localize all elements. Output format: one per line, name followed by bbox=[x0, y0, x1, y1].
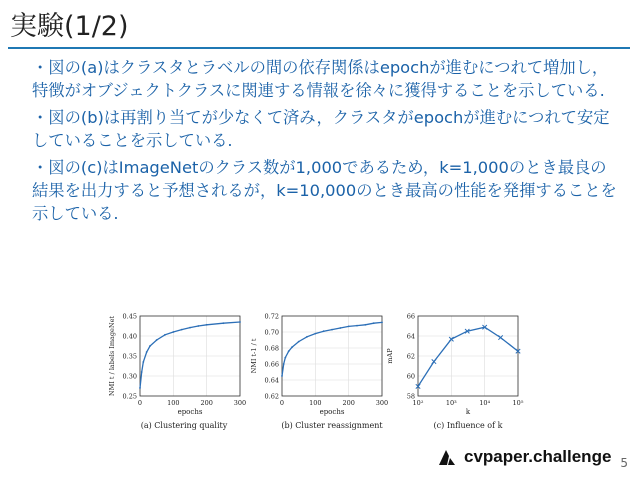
x-tick-label: 300 bbox=[375, 399, 389, 407]
y-axis-label: NMI t-1 / t bbox=[250, 338, 258, 374]
data-point bbox=[164, 334, 166, 336]
x-tick-label: 10² bbox=[412, 399, 424, 407]
x-tick-label: 200 bbox=[200, 399, 213, 407]
bullet-item: ・図の(c)はImageNetのクラス数が1,000であるため，k=1,000のとき最良の結果を出力すると予想されるが，k=10,000のとき最高の性能を発揮することを示している. bbox=[32, 158, 617, 223]
y-tick-label: 0.66 bbox=[264, 360, 279, 369]
data-point bbox=[339, 327, 341, 329]
chart-caption: (b) Cluster reassignment bbox=[281, 421, 383, 430]
y-tick-label: 64 bbox=[406, 332, 415, 341]
data-point bbox=[222, 322, 224, 324]
brand-name: cvpaper.challenge bbox=[464, 447, 612, 466]
data-point bbox=[142, 361, 144, 363]
data-point bbox=[139, 387, 141, 389]
data-point bbox=[141, 371, 143, 373]
data-point bbox=[314, 333, 316, 335]
data-point bbox=[146, 351, 148, 353]
data-point bbox=[323, 330, 325, 332]
data-point bbox=[373, 322, 375, 324]
x-tick-label: 100 bbox=[167, 399, 180, 407]
data-point bbox=[432, 359, 436, 363]
data-point bbox=[239, 321, 241, 323]
x-axis-label: epochs bbox=[319, 408, 345, 416]
y-tick-label: 0.25 bbox=[122, 392, 137, 401]
chart-caption: (c) Influence of k bbox=[433, 421, 503, 430]
data-point bbox=[189, 327, 191, 329]
chart-panel bbox=[108, 313, 246, 431]
data-point bbox=[156, 339, 158, 341]
y-tick-label: 0.70 bbox=[264, 328, 279, 337]
y-tick-label: 66 bbox=[406, 312, 415, 321]
x-tick-label: 0 bbox=[137, 399, 143, 407]
x-tick-label: 100 bbox=[309, 399, 322, 407]
bullet-item: ・図の(b)は再割り当てが少なくて済み，クラスタがepochが進むにつれて安定していることを示している. bbox=[32, 108, 610, 150]
charts-svg bbox=[100, 308, 540, 438]
data-point bbox=[364, 324, 366, 326]
title-underline bbox=[8, 47, 630, 49]
x-tick-label: 0 bbox=[279, 399, 285, 407]
chart-panel bbox=[386, 313, 524, 431]
page-number: 5 bbox=[620, 456, 628, 470]
data-point bbox=[306, 336, 308, 338]
logo-icon bbox=[436, 446, 458, 468]
x-axis-label: k bbox=[465, 408, 471, 416]
y-tick-label: 0.30 bbox=[122, 372, 137, 381]
y-tick-label: 0.62 bbox=[264, 392, 279, 401]
y-tick-label: 60 bbox=[406, 372, 415, 381]
x-tick-label: 200 bbox=[342, 399, 355, 407]
x-tick-label: 10⁴ bbox=[479, 399, 491, 407]
data-point bbox=[298, 341, 300, 343]
data-point bbox=[356, 325, 358, 327]
bullet-item: ・図の(a)はクラスタとラベルの間の依存関係はepochが進むにつれて増加し，特徴がオブジェクトクラスに関連する情報を徐々に獲得することを示している. bbox=[32, 58, 609, 100]
brand-logo bbox=[436, 446, 611, 468]
data-point bbox=[283, 363, 285, 365]
data-point bbox=[284, 357, 286, 359]
chart-caption: (a) Clustering quality bbox=[140, 421, 228, 430]
chart-panel bbox=[250, 313, 388, 431]
slide-title: 実験(1/2) bbox=[10, 11, 129, 42]
data-point bbox=[348, 326, 350, 328]
x-axis-label: epochs bbox=[177, 408, 203, 416]
y-tick-label: 0.35 bbox=[122, 352, 137, 361]
data-point bbox=[288, 350, 290, 352]
data-point bbox=[149, 345, 151, 347]
data-point bbox=[291, 346, 293, 348]
data-point bbox=[331, 329, 333, 331]
y-tick-label: 0.45 bbox=[122, 312, 137, 321]
plot-frame bbox=[282, 316, 382, 396]
data-point bbox=[206, 324, 208, 326]
x-tick-label: 10³ bbox=[445, 399, 457, 407]
y-tick-label: 0.40 bbox=[122, 332, 137, 341]
y-tick-label: 0.68 bbox=[264, 344, 279, 353]
data-point bbox=[181, 329, 183, 331]
data-point bbox=[197, 325, 199, 327]
series-line bbox=[140, 322, 240, 388]
x-tick-label: 10⁵ bbox=[512, 399, 524, 407]
data-point bbox=[172, 331, 174, 333]
y-axis-label: mAP bbox=[386, 348, 394, 364]
data-point bbox=[381, 322, 383, 324]
y-tick-label: 62 bbox=[406, 352, 415, 361]
bullet-list bbox=[32, 56, 622, 229]
y-tick-label: 0.72 bbox=[264, 312, 279, 321]
y-axis-label: NMI t / labels ImageNet bbox=[108, 315, 116, 397]
data-point bbox=[281, 375, 283, 377]
results-figure bbox=[100, 308, 540, 438]
y-tick-label: 0.64 bbox=[264, 376, 279, 385]
x-tick-label: 300 bbox=[233, 399, 247, 407]
y-tick-label: 58 bbox=[406, 392, 415, 401]
